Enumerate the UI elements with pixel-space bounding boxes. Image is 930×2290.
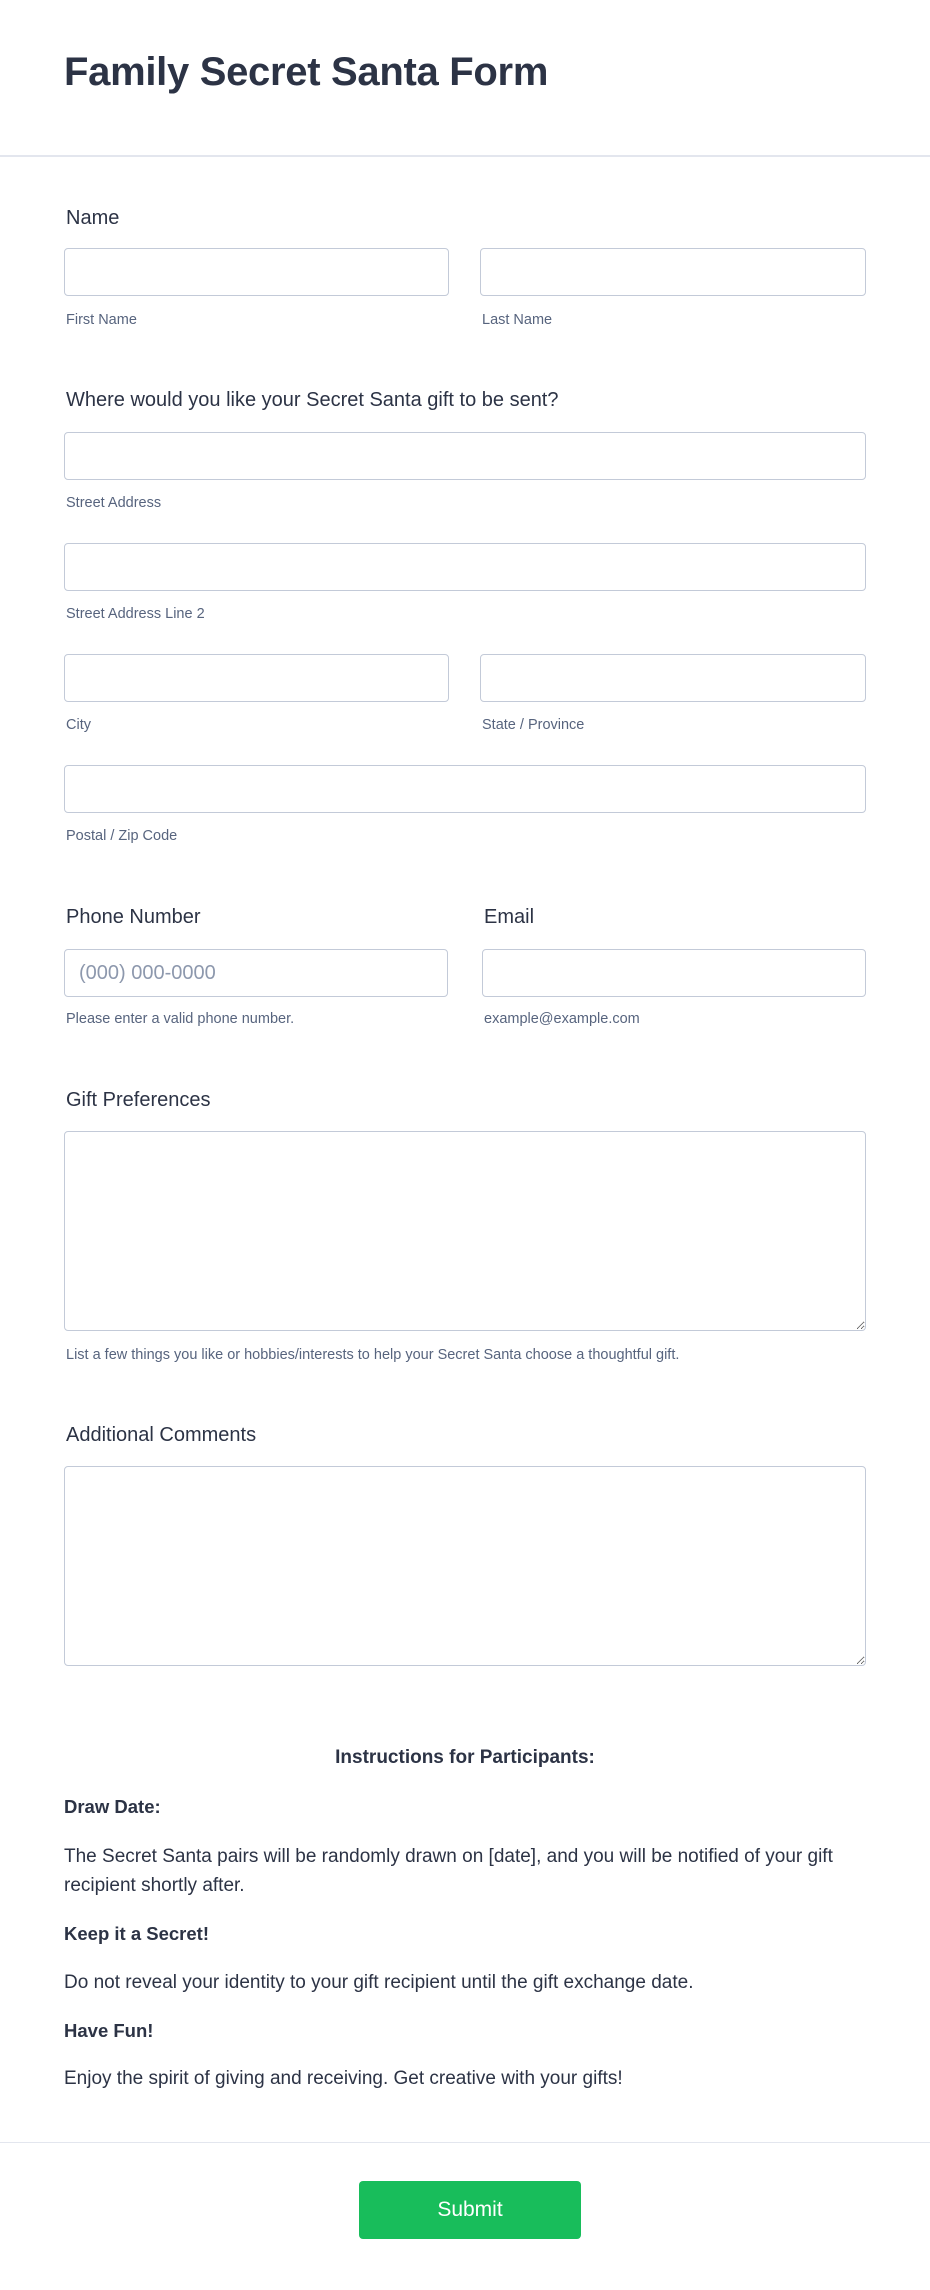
phone-label: Phone Number [66,906,201,928]
phone-sublabel: Please enter a valid phone number. [66,1011,295,1027]
street-address-input[interactable] [64,432,866,480]
state-input[interactable] [480,654,866,702]
have-fun-text: Enjoy the spirit of giving and receiving. Get creative with your gifts! [64,2068,623,2089]
draw-date-heading: Draw Date: [64,1796,161,1817]
first-name-input[interactable] [64,248,449,296]
header-divider [0,155,930,157]
email-sublabel: example@example.com [484,1011,640,1027]
street-address-sublabel: Street Address [66,495,162,511]
keep-secret-heading: Keep it a Secret! [64,1923,209,1944]
first-name-sublabel: First Name [66,312,137,328]
city-input[interactable] [64,654,449,702]
draw-date-text: The Secret Santa pairs will be randomly drawn on [date], and you will be notified of your gift recipient shortly after. [64,1846,833,1896]
gift-preferences-textarea[interactable] [64,1131,866,1331]
keep-secret-text: Do not reveal your identity to your gift recipient until the gift exchange date. [64,1972,694,1993]
last-name-sublabel: Last Name [482,312,553,328]
zip-input[interactable] [64,765,866,813]
address-label: Where would you like your Secret Santa gift to be sent? [66,389,559,411]
instructions-heading: Instructions for Participants: [335,1747,595,1768]
submit-button[interactable]: Submit [359,2181,581,2239]
have-fun-heading: Have Fun! [64,2020,154,2041]
additional-comments-textarea[interactable] [64,1466,866,1666]
phone-input[interactable] [64,949,448,997]
street-address-line2-sublabel: Street Address Line 2 [66,606,205,622]
city-sublabel: City [66,717,91,733]
gift-preferences-sublabel: List a few things you like or hobbies/interests to help your Secret Santa choose a thoughtful gift. [66,1347,680,1363]
last-name-input[interactable] [480,248,866,296]
gift-preferences-label: Gift Preferences [66,1089,211,1111]
additional-comments-label: Additional Comments [66,1424,257,1446]
state-sublabel: State / Province [482,717,585,733]
form-title: Family Secret Santa Form [64,50,549,94]
email-label: Email [484,906,535,928]
footer-divider [0,2142,930,2143]
street-address-line2-input[interactable] [64,543,866,591]
email-input[interactable] [482,949,866,997]
name-label: Name [66,207,120,229]
zip-sublabel: Postal / Zip Code [66,828,178,844]
